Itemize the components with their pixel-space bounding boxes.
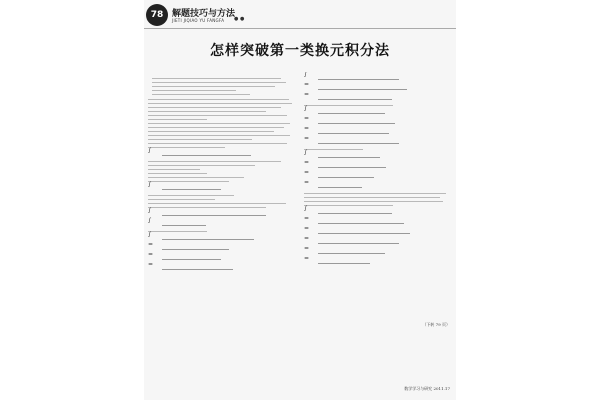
article-title: 怎样突破第一类换元积分法 bbox=[210, 43, 390, 59]
equation: = bbox=[304, 226, 452, 236]
equation: ∫ bbox=[148, 208, 296, 218]
equation: = bbox=[304, 136, 452, 146]
equation: ∫ bbox=[148, 218, 296, 228]
page-number-badge: 78 bbox=[146, 4, 168, 26]
equation: ∫ bbox=[304, 206, 452, 216]
page-footer: 数学学习与研究 2011.17 bbox=[404, 386, 450, 391]
equation: = bbox=[304, 216, 452, 226]
equation: = bbox=[304, 116, 452, 126]
equation: = bbox=[304, 236, 452, 246]
equation: ∫ bbox=[304, 72, 452, 82]
equation: ∫ bbox=[148, 148, 296, 158]
equation: = bbox=[148, 242, 296, 252]
abstract-block bbox=[152, 78, 292, 95]
equation: ∫ bbox=[304, 150, 452, 160]
equation: = bbox=[304, 126, 452, 136]
page-header bbox=[144, 0, 456, 30]
column-title: 解题技巧与方法 bbox=[172, 9, 236, 19]
equation: ∫ bbox=[148, 182, 296, 192]
equation: = bbox=[304, 92, 452, 102]
header-rule bbox=[144, 28, 456, 29]
column-pinyin: JIETI JIQIAO YU FANGFA bbox=[172, 18, 225, 23]
left-column bbox=[148, 72, 296, 372]
equation: = bbox=[304, 170, 452, 180]
equation: = bbox=[304, 180, 452, 190]
document-page bbox=[144, 0, 456, 400]
equation: = bbox=[304, 82, 452, 92]
equation: = bbox=[304, 256, 452, 266]
equation: ∫ bbox=[148, 232, 296, 242]
continued-note: （下转 79 页） bbox=[422, 322, 450, 327]
article-body bbox=[148, 72, 452, 372]
equation: = bbox=[148, 252, 296, 262]
equation: ∫ bbox=[304, 106, 452, 116]
equation: = bbox=[148, 262, 296, 272]
equation: = bbox=[304, 160, 452, 170]
equation: = bbox=[304, 246, 452, 256]
header-dots: ● ● bbox=[234, 16, 245, 22]
